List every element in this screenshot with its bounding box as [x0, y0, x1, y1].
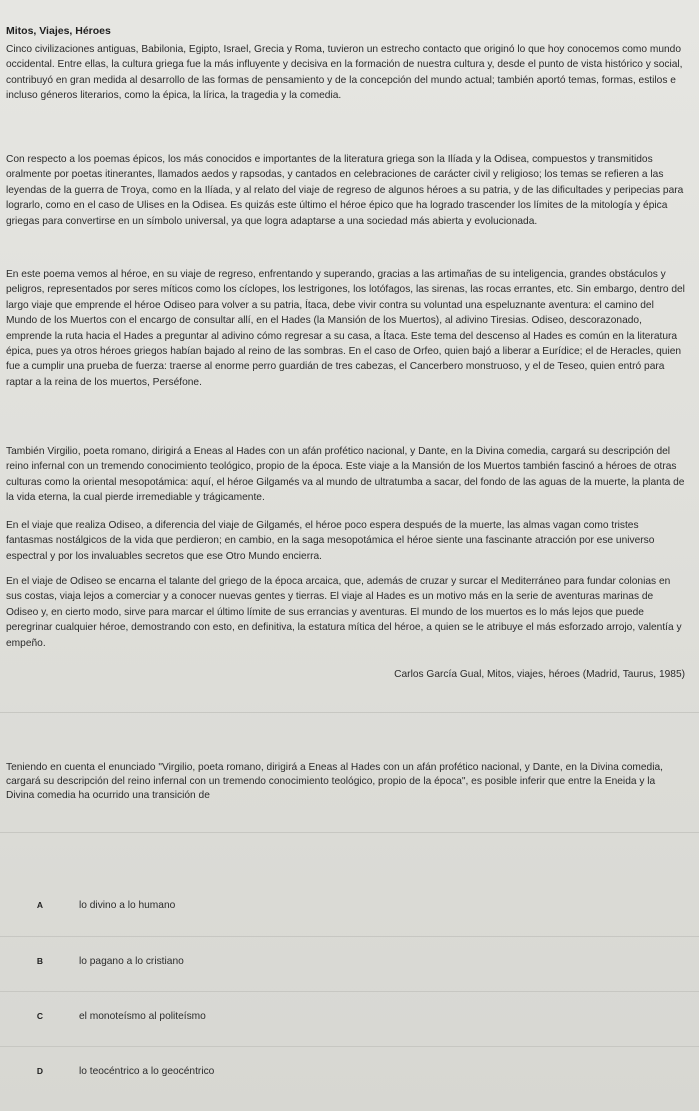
option-text: el monoteísmo al politeísmo	[79, 1011, 206, 1022]
paragraph-5: En el viaje que realiza Odiseo, a diferencia del viaje de Gilgamés, el héroe poco espera después de la muerte, las almas vagan como tristes fantasmas nostálgicos de la vida que perdieron; en cambio, en la saga mesopotámica el héroe siente una fascinante atracción por ese universo espectral y por los invaluables secretos que ese Otro Mundo encierra.	[6, 520, 655, 562]
option-text: lo divino a lo humano	[79, 900, 176, 911]
answer-option-a[interactable]	[0, 880, 699, 928]
option-text: lo teocéntrico a lo geocéntrico	[79, 1066, 215, 1077]
paragraph-2: Con respecto a los poemas épicos, los más conocidos e importantes de la literatura griega son la Ilíada y la Odisea, compuestos y transmitidos oralmente por poetas itinerantes, llamados aedos y rapsodas, y cantados en celebraciones de carácter civil y religioso; los temas se refieren a las leyendas de la guerra de Troya, como en la Ilíada, y al relato del viaje de regreso de algunos héroes a su patria, y de las dificultades y peripecias para lograrlo, como en el caso de Ulises en la Odisea. Es quizás este último el héroe épico que ha logrado trascender los límites de la mitología y épica griegas para convertirse en un símbolo universal, ya que logra adaptarse a una sociedad más abierta y evolucionada.	[6, 154, 684, 227]
option-text: lo pagano a lo cristiano	[79, 956, 184, 967]
paragraph-4: También Virgilio, poeta romano, dirigirá a Eneas al Hades con un afán profético nacional, y Dante, en la Divina comedia, cargará su descripción del reino infernal con un tremendo conocimiento teológico, propio de la época. Este viaje a la Mansión de los Muertos también fascinó a héroes de otras culturas como la oriental mesopotámica: aquí, el héroe Gilgamés va al mundo de ultratumba a sacar, del fondo de las aguas de la muerte, la planta de la vida eterna, la cual pierde irremediable y trágicamente.	[6, 446, 685, 504]
option-letter: B	[36, 956, 44, 966]
answer-option-d[interactable]	[0, 1046, 699, 1094]
paragraph-6: En el viaje de Odiseo se encarna el talante del griego de la época arcaica, que, además de cruzar y surcar el Mediterráneo para fundar colonias en sus costas, viaja lejos a comerciar y a conocer nuevas gentes y tierras. El viaje al Hades es un motivo más en la serie de aventuras marinas de Odiseo y, en cierto modo, sirve para marcar el último límite de sus errancias y aventuras. El mundo de los muertos es lo más lejos que puede peregrinar cualquier héroe, demostrando con esto, en definitiva, la estatura mítica del héroe, a quien se le atribuye el más esforzado arrojo, valentía y empeño.	[6, 576, 682, 649]
question-stem: Teniendo en cuenta el enunciado "Virgilio, poeta romano, dirigirá a Eneas al Hades con un afán profético nacional, y Dante, en la Divina comedia, cargará su descripción del reino infernal con un tremendo conocimiento teológico, propio de la época", es posible inferir que entre la Eneida y la Divina comedia ha ocurrido una transición de	[6, 762, 663, 801]
document-title: Mitos, Viajes, Héroes	[6, 25, 111, 37]
option-letter: D	[36, 1066, 44, 1076]
option-letter: A	[36, 900, 44, 910]
divider	[0, 712, 699, 713]
divider	[0, 832, 699, 833]
paragraph-3: En este poema vemos al héroe, en su viaje de regreso, enfrentando y superando, gracias a las artimañas de su inteligencia, grandes obstáculos y peligros, representados por seres míticos como los cíclopes, los lestrigones, los lotófagos, las sirenas, las rocas errantes, etc. Sin embargo, dentro del largo viaje que emprende el héroe Odiseo para volver a su patria, Ítaca, debe vivir contra su voluntad una espeluznante aventura: el camino del Mundo de los Muertos con el encargo de consultar allí, en el Hades (la Mansión de los Muertos), al adivino Tiresias. Odiseo, descorazonado, emprende la ruta hacia el Hades a preguntar al adivino cómo regresar a su casa, a Ítaca. Este tema del descenso al Hades es común en la literatura épica, pues ya otros héroes griegos habían bajado al reino de las sombras. En el caso de Orfeo, quien bajó a liberar a Eurídice; el de Heracles, quien fue a cumplir una prueba de fuerza: traerse al enorme perro guardián de tres cabezas, el Cancerbero monstruoso, y el de Teseo, quien entró para raptar a la reina de los muertos, Perséfone.	[6, 269, 685, 388]
source-citation: Carlos García Gual, Mitos, viajes, héroes (Madrid, Taurus, 1985)	[394, 669, 685, 680]
paragraph-1: Cinco civilizaciones antiguas, Babilonia, Egipto, Israel, Grecia y Roma, tuvieron un estrecho contacto que originó lo que hoy conocemos como mundo occidental. Entre ellas, la cultura griega fue la más influyente y decisiva en la formación de nuestra cultura y, desde el punto de vista histórico y social, contribuyó en gran medida al desarrollo de las formas de pensamiento y de la concepción del mundo actual; también aportó temas, formas, estilos e incluso géneros literarios, como la épica, la lírica, la tragedia y la comedia.	[6, 44, 683, 102]
option-letter: C	[36, 1011, 44, 1021]
answer-option-b[interactable]	[0, 936, 699, 984]
answer-option-c[interactable]	[0, 991, 699, 1039]
